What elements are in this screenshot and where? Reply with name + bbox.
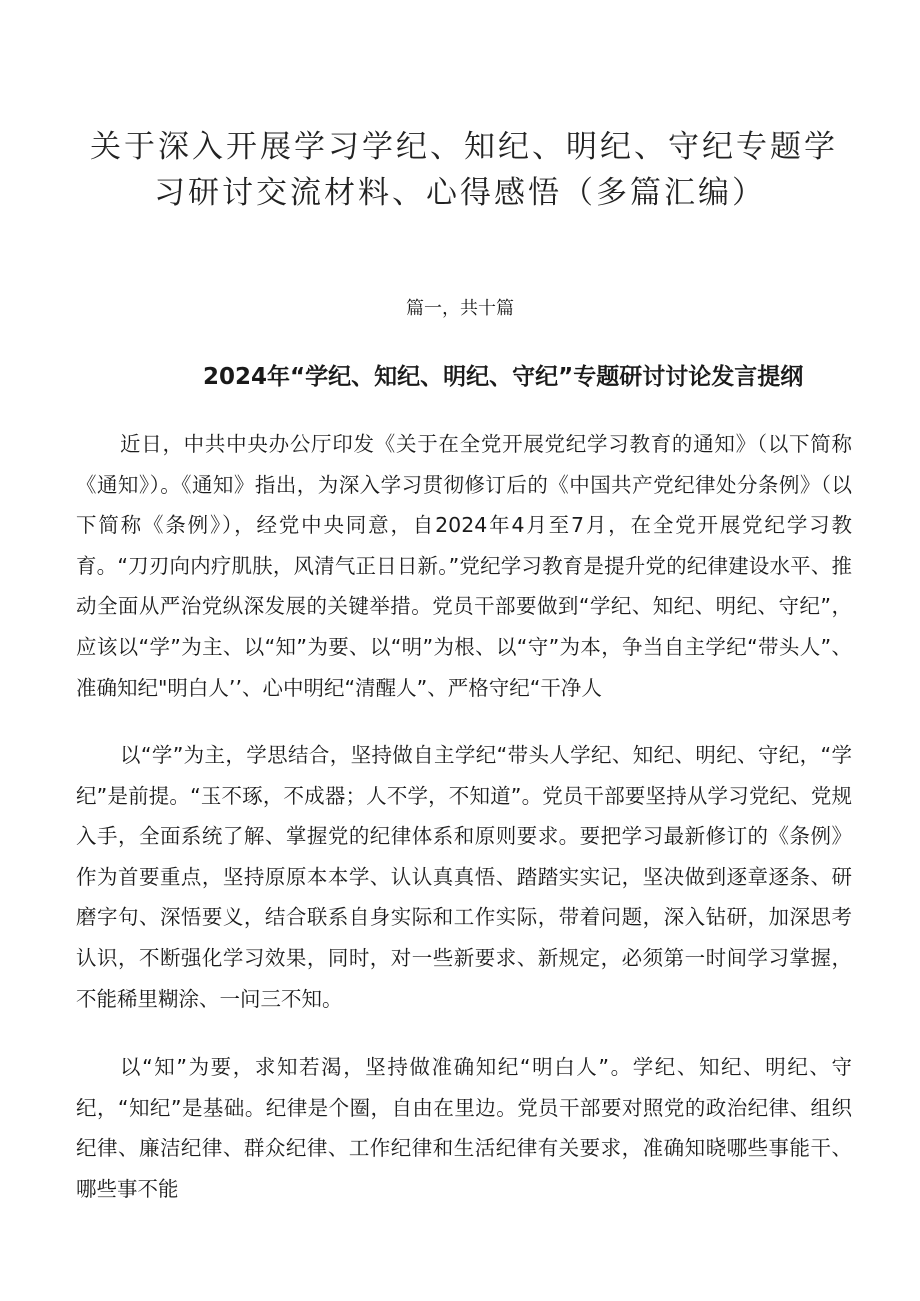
document-title-line-2: 习研讨交流材料、心得感悟（多篇汇编）	[154, 175, 766, 211]
part-label: 篇一，共十篇	[406, 298, 514, 319]
body-paragraph-3: 以“知”为要，求知若渴，坚持做准确知纪“明白人”。学纪、知纪、明纪、守纪，“知纪”是基础。纪律是个圈，自由在里边。党员干部要对照党的政治纪律、组织纪律、廉洁纪律、群众纪律、工作纪律和生活纪律有关要求，准确知晓哪些事能干、哪些事不能	[76, 1055, 852, 1201]
section-heading: 2024年“学纪、知纪、明纪、守纪”专题研讨讨论发言提纲	[203, 364, 804, 390]
body-paragraph-1: 近日，中共中央办公厅印发《关于在全党开展党纪学习教育的通知》（以下简称《通知》）。《通知》指出，为深入学习贯彻修订后的《中国共产党纪律处分条例》（以下简称《条例》），经党中央同意，自2024年4月至7月，在全党开展党纪学习教育。“刀刃向内疗肌肤，风清气正日日新。”党纪学习教育是提升党的纪律建设水平、推动全面从严治党纵深发展的关键举措。党员干部要做到“学纪、知纪、明纪、守纪”，应该以“学”为主、以“知”为要、以“明”为根、以“守”为本，争当自主学纪“带头人”、准确知纪"明白人’’、心中明纪“清醒人”、严格守纪“干净人	[76, 432, 852, 700]
document-title	[90, 124, 838, 216]
document-title-line-1: 关于深入开展学习学纪、知纪、明纪、守纪专题学	[90, 129, 838, 165]
body-paragraph-2: 以“学”为主，学思结合，坚持做自主学纪“带头人学纪、知纪、明纪、守纪，“学纪”是前提。“玉不琢，不成器；人不学，不知道”。党员干部要坚持从学习党纪、党规入手，全面系统了解、掌握党的纪律体系和原则要求。要把学习最新修订的《条例》作为首要重点，坚持原原本本学、认认真真悟、踏踏实实记，坚决做到逐章逐条、研磨字句、深悟要义，结合联系自身实际和工作实际，带着问题，深入钻研，加深思考认识，不断强化学习效果，同时，对一些新要求、新规定，必须第一时间学习掌握，不能稀里糊涂、一问三不知。	[76, 743, 852, 1011]
